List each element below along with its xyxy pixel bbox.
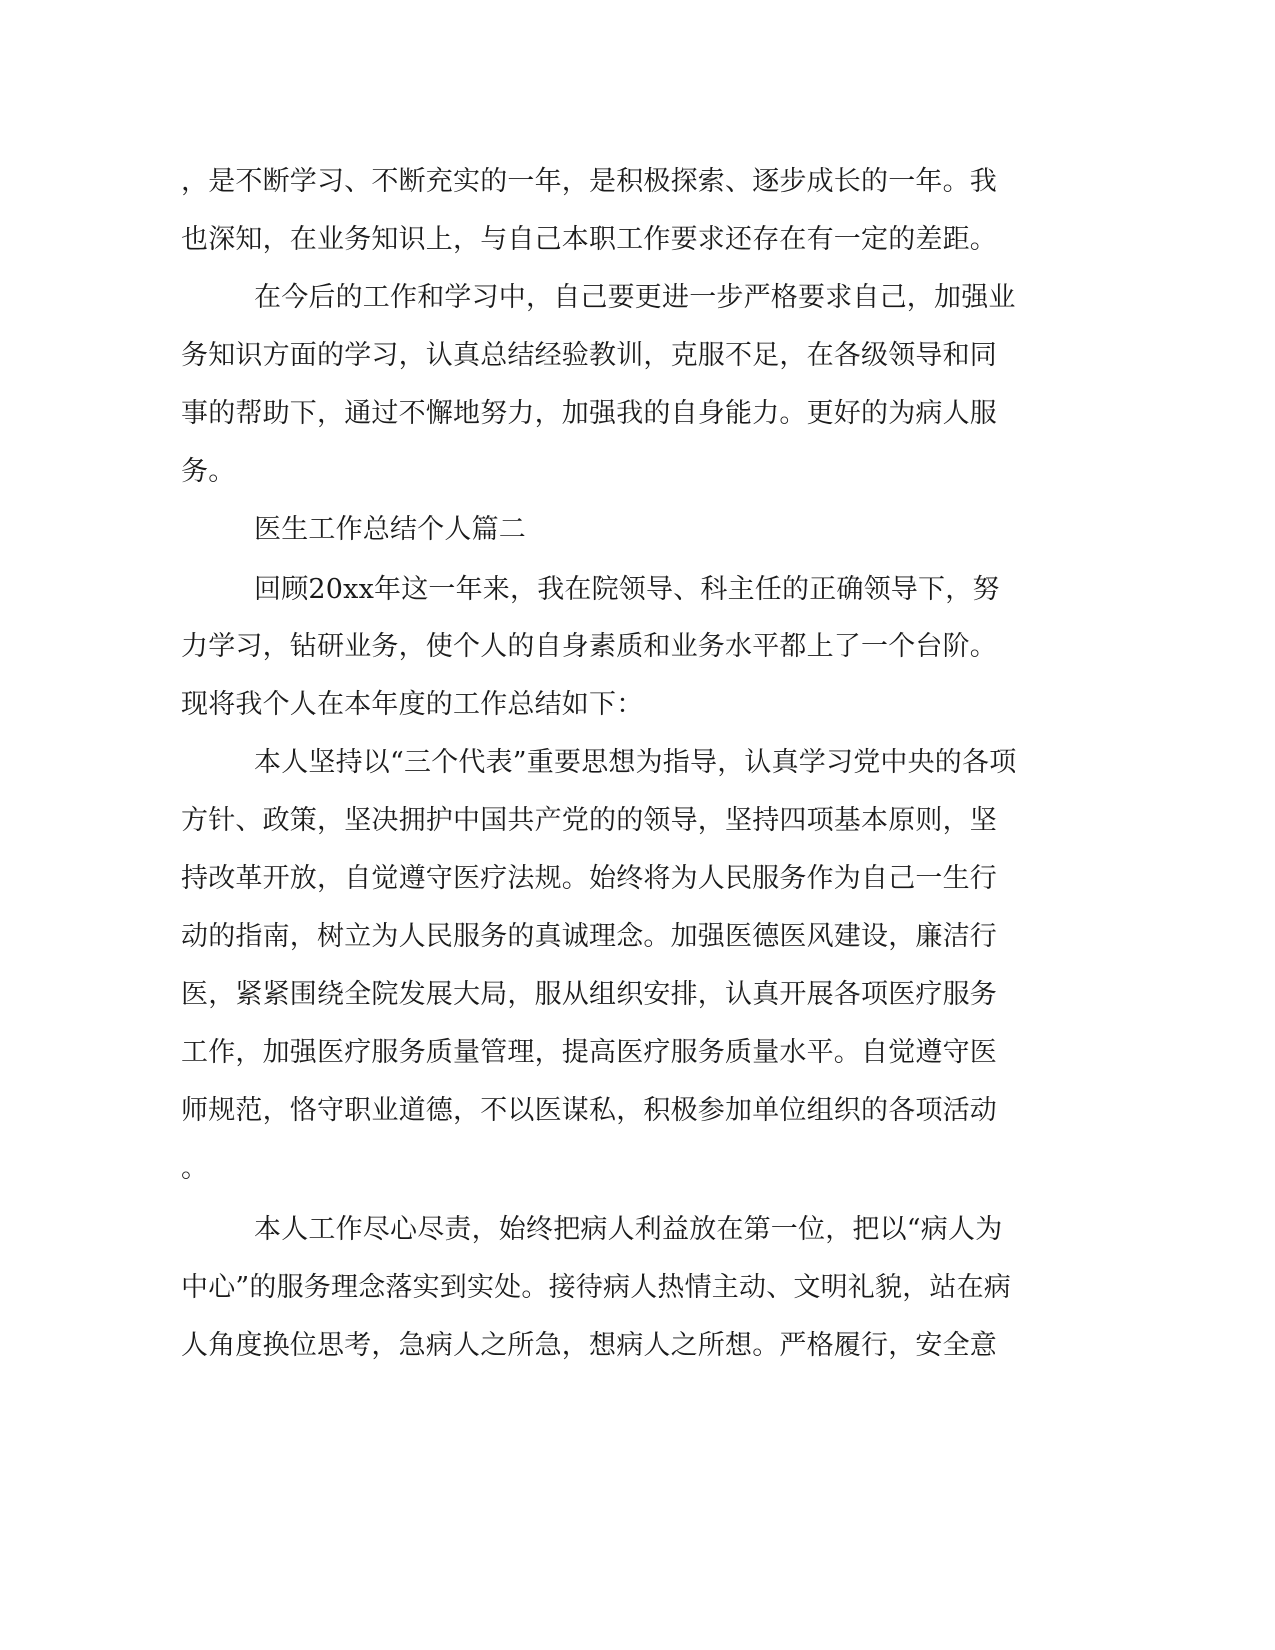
text-line: ，是不断学习、不断充实的一年，是积极探索、逐步成长的一年。我 [181, 166, 997, 197]
text-line: 工作，加强医疗服务质量管理，提高医疗服务质量水平。自觉遵守医 [181, 1037, 997, 1068]
text-line: 事的帮助下，通过不懈地努力，加强我的自身能力。更好的为病人服 [181, 398, 997, 429]
text-line: 人角度换位思考，急病人之所急，想病人之所想。严格履行，安全意 [181, 1330, 997, 1361]
text-line: 现将我个人在本年度的工作总结如下： [181, 689, 644, 720]
section-heading: 医生工作总结个人篇二 [254, 514, 526, 545]
text-line: 动的指南，树立为人民服务的真诚理念。加强医德医风建设，廉洁行 [181, 921, 997, 952]
text-line: 中心”的服务理念落实到实处。接待病人热情主动、文明礼貌，站在病 [181, 1272, 1012, 1303]
text-line: 务知识方面的学习，认真总结经验教训，克服不足，在各级领导和同 [181, 340, 997, 371]
text-line: 师规范，恪守职业道德，不以医谋私，积极参加单位组织的各项活动 [181, 1095, 997, 1126]
text-line: 医，紧紧围绕全院发展大局，服从组织安排，认真开展各项医疗服务 [181, 979, 997, 1010]
text-line: 。 [181, 1153, 209, 1184]
text-line: 持改革开放，自觉遵守医疗法规。始终将为人民服务作为自己一生行 [181, 863, 997, 894]
text-line: 务。 [181, 456, 236, 487]
text-line: 力学习，钻研业务，使个人的自身素质和业务水平都上了一个台阶。 [181, 631, 997, 662]
text-line: 方针、政策，坚决拥护中国共产党的的领导，坚持四项基本原则，坚 [181, 805, 997, 836]
text-line: 本人工作尽心尽责，始终把病人利益放在第一位，把以“病人为 [254, 1214, 1003, 1245]
text-line: 回顾20xx年这一年来，我在院领导、科主任的正确领导下，努 [254, 574, 1000, 605]
text-line: 在今后的工作和学习中，自己要更进一步严格要求自己，加强业 [254, 282, 1016, 313]
text-line: 本人坚持以“三个代表”重要思想为指导，认真学习党中央的各项 [254, 747, 1017, 778]
text-line: 也深知，在业务知识上，与自己本职工作要求还存在有一定的差距。 [181, 224, 997, 255]
